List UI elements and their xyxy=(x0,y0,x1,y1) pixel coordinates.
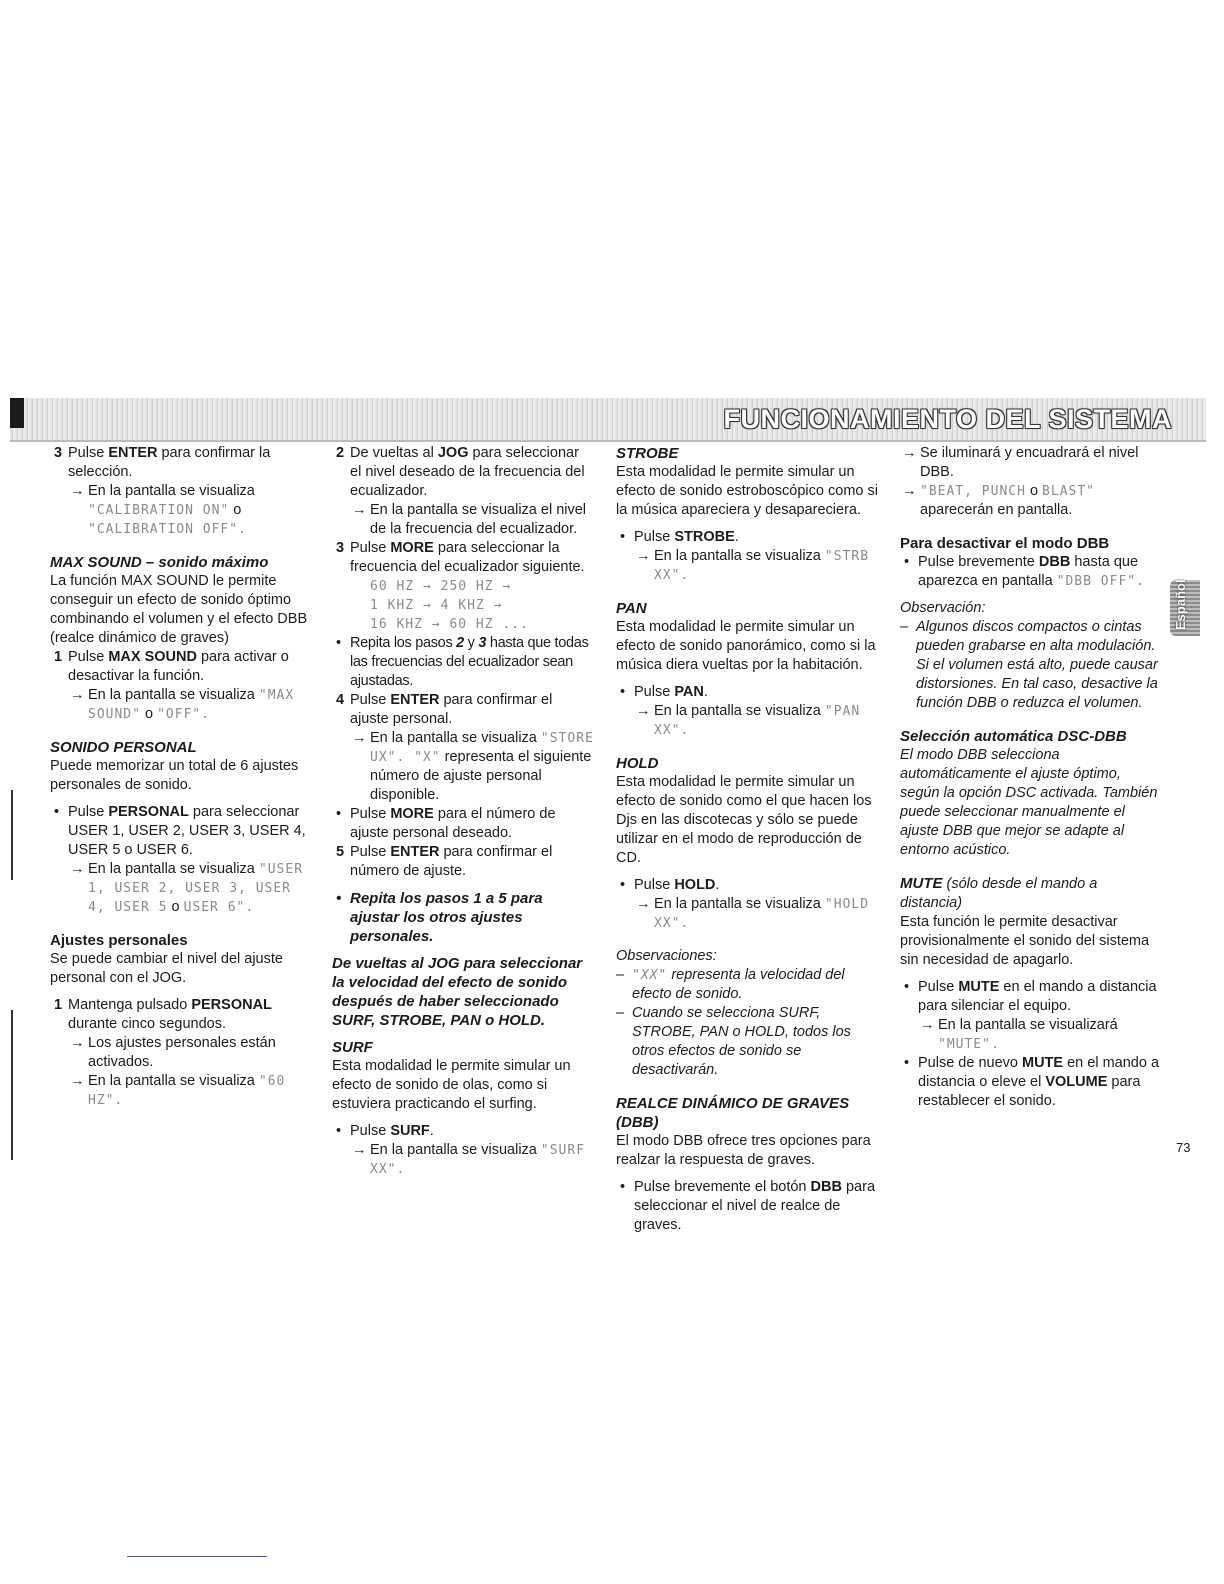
arrow-icon: → xyxy=(636,703,651,719)
result-line: → En la pantalla se visualiza el nivel de la frecuencia del ecualizador. xyxy=(352,502,587,537)
bullet-item: • Pulse brevemente el botón DBB para seleccionar el nivel de realce de graves. xyxy=(616,1178,878,1235)
arrow-icon: → xyxy=(352,1142,367,1158)
bullet-item: • Pulse MORE para el número de ajuste personal deseado. xyxy=(332,805,594,843)
margin-rule xyxy=(11,1010,13,1160)
paragraph: El modo DBB ofrece tres opciones para realzar la respuesta de graves. xyxy=(616,1133,871,1168)
result-line: → En la pantalla se visualiza "PAN XX". xyxy=(636,703,861,738)
paragraph: Esta función le permite desactivar provisionalmente el sonido del sistema sin necesidad de apagarlo. xyxy=(900,914,1150,968)
banner-notch xyxy=(10,398,24,428)
arrow-icon: → xyxy=(902,445,917,461)
frequency-line: 16 KHZ → 60 HZ ... xyxy=(370,617,529,632)
step-3: 3 Pulse ENTER para confirmar la selección. → En la pantalla se visualiza "CALIBRATION ON" o "CALIBRATION OFF". xyxy=(50,444,312,539)
paragraph: Esta modalidad le permite simular un efecto de sonido panorámico, como si la música diera vueltas por la habitación. xyxy=(616,619,876,673)
arrow-icon: → xyxy=(352,502,367,518)
result-line: → En la pantalla se visualiza "HOLD XX". xyxy=(636,896,870,931)
result-line: → En la pantalla se visualiza "60 HZ". xyxy=(70,1073,286,1108)
step-5: 5 Pulse ENTER para confirmar el número de ajuste. xyxy=(336,844,553,879)
bullet-item: • Repita los pasos 1 a 5 para ajustar los otros ajustes personales. xyxy=(332,889,594,946)
bullet-item: • Pulse HOLD. → En la pantalla se visualiza "HOLD XX". xyxy=(616,876,878,933)
bullet-item: • Pulse de nuevo MUTE en el mando a distancia o eleve el VOLUME para restablecer el sonido. xyxy=(900,1054,1162,1111)
arrow-icon: → xyxy=(636,896,651,912)
bullet-item: • Pulse SURF. → En la pantalla se visualiza "SURF XX". xyxy=(332,1122,594,1179)
paragraph: Esta modalidad le permite simular un efecto de sonido como el que hacen los Djs en las discotecas y sólo se puede utilizar en el modo de reproducción de CD. xyxy=(616,774,872,866)
heading-pan: PAN xyxy=(616,600,647,617)
bullet-item: • Repita los pasos 2 y 3 hasta que todas las frecuencias del ecualizador sean ajustadas. xyxy=(332,634,594,691)
note-item: – Cuando se selecciona SURF, STROBE, PAN o HOLD, todos los otros efectos de sonido se desactivarán. xyxy=(616,1004,878,1080)
result-line: → En la pantalla se visualiza "MAX SOUND" o "OFF". xyxy=(70,687,295,722)
result-line: → En la pantalla se visualizará "MUTE". xyxy=(920,1017,1118,1052)
arrow-icon: → xyxy=(70,1073,85,1089)
arrow-icon: → xyxy=(70,1035,85,1051)
step-3: 3 Pulse MORE para seleccionar la frecuencia del ecualizador siguiente. xyxy=(336,540,585,575)
heading-dsc-dbb: Selección automática DSC-DBB xyxy=(900,728,1127,745)
arrow-icon: → xyxy=(636,548,651,564)
language-tab xyxy=(1170,580,1200,636)
frequency-line: 60 HZ → 250 HZ → xyxy=(370,579,512,594)
column-1 xyxy=(50,444,312,1110)
result-line: → En la pantalla se visualiza "STORE UX". "X" representa el siguiente número de ajuste personal disponible. xyxy=(352,730,594,803)
column-4 xyxy=(900,444,1162,1111)
note-item: – Algunos discos compactos o cintas pueden grabarse en alta modulación. Si el volumen está alto, puede causar distorsiones. En tal caso, desactive la función DBB o reduzca el volumen. xyxy=(900,618,1162,713)
paragraph: Esta modalidad le permite simular un efecto de sonido de olas, como si estuviera practicando el surfing. xyxy=(332,1058,571,1112)
paragraph: Esta modalidad le permite simular un efecto de sonido estroboscópico como si la música apareciera y desapareciera. xyxy=(616,464,878,518)
heading-surf: SURF xyxy=(332,1039,373,1056)
heading-mute: MUTE (sólo desde el mando a distancia) xyxy=(900,875,1098,911)
heading-ajustes-personales: Ajustes personales xyxy=(50,932,188,949)
heading-hold: HOLD xyxy=(616,755,659,772)
bullet-item: • Pulse brevemente DBB hasta que aparezca en pantalla "DBB OFF". xyxy=(900,553,1162,591)
result-line: → En la pantalla se visualiza "STRB XX". xyxy=(636,548,870,583)
heading-sonido-personal: SONIDO PERSONAL xyxy=(50,739,197,756)
step-4: 4 Pulse ENTER para confirmar el ajuste personal. → En la pantalla se visualiza "STORE UX". "X" representa el siguiente número de ajuste personal disponible. xyxy=(336,692,594,803)
heading-strobe: STROBE xyxy=(616,445,679,462)
result-line: → Se iluminará y encuadrará el nivel DBB. xyxy=(902,445,1139,480)
arrow-icon: → xyxy=(902,483,917,499)
bullet-item: • Pulse MUTE en el mando a distancia para silenciar el equipo. → En la pantalla se visualizará "MUTE". xyxy=(900,978,1162,1054)
paragraph: Se puede cambiar el nivel del ajuste personal con el JOG. xyxy=(50,951,283,986)
paragraph: El modo DBB selecciona automáticamente el ajuste óptimo, según la opción DSC activada. También puede seleccionar manualmente el ajuste DBB que mejor se adapte al entorno acústico. xyxy=(900,747,1158,858)
instruction-bold: De vueltas al JOG para seleccionar la velocidad del efecto de sonido después de haber seleccionado SURF, STROBE, PAN o HOLD. xyxy=(332,955,583,1029)
result-line: → En la pantalla se visualiza "USER 1, USER 2, USER 3, USER 4, USER 5 o USER 6". xyxy=(70,861,304,915)
note-item: – "XX" representa la velocidad del efecto de sonido. xyxy=(616,966,878,1004)
bullet-item: • Pulse PAN. → En la pantalla se visualiza "PAN XX". xyxy=(616,683,878,740)
observations-heading: Observaciones: xyxy=(616,948,717,964)
heading-max-sound: MAX SOUND – sonido máximo xyxy=(50,554,269,571)
result-line: → En la pantalla se visualiza "SURF XX". xyxy=(352,1142,586,1177)
heading-deactivate-dbb: Para desactivar el modo DBB xyxy=(900,535,1110,552)
step-1: 1 Mantenga pulsado PERSONAL durante cinco segundos. → Los ajustes personales están activados. → En la pantalla se visualiza "60 HZ". xyxy=(50,996,312,1110)
step-2: 2 De vueltas al JOG para seleccionar el nivel deseado de la frecuencia del ecualizador. → En la pantalla se visualiza el nivel de la frecuencia del ecualizador. xyxy=(332,444,594,539)
paragraph: La función MAX SOUND le permite conseguir un efecto de sonido óptimo combinando el volumen y el efecto DBB (realce dinámico de graves) xyxy=(50,573,308,646)
language-tab-label: Español xyxy=(1173,579,1188,630)
column-3 xyxy=(616,444,878,1235)
page-number: 73 xyxy=(1176,1140,1191,1155)
heading-dbb: REALCE DINÁMICO DE GRAVES (DBB) xyxy=(616,1095,850,1131)
arrow-icon: → xyxy=(70,861,85,877)
arrow-icon: → xyxy=(70,687,85,703)
frequency-line: 1 KHZ → 4 KHZ → xyxy=(370,598,503,613)
bullet-item: • Pulse STROBE. → En la pantalla se visualiza "STRB XX". xyxy=(616,528,878,585)
result-line: → Los ajustes personales están activados. xyxy=(70,1035,276,1070)
arrow-icon: → xyxy=(70,483,85,499)
paragraph: Puede memorizar un total de 6 ajustes personales de sonido. xyxy=(50,758,299,793)
result-line: → En la pantalla se visualiza "CALIBRATION ON" o "CALIBRATION OFF". xyxy=(70,483,255,537)
footnote-rule xyxy=(127,1556,267,1557)
arrow-icon: → xyxy=(920,1017,935,1033)
observation-heading: Observación: xyxy=(900,600,986,616)
step-1: 1 Pulse MAX SOUND para activar o desactivar la función. → En la pantalla se visualiza "MAX SOUND" o "OFF". xyxy=(50,648,312,724)
arrow-icon: → xyxy=(352,730,367,746)
column-2 xyxy=(332,444,594,1179)
section-title: FUNCIONAMIENTO DEL SISTEMA xyxy=(723,404,1172,434)
result-line: → "BEAT, PUNCH o BLAST" aparecerán en pantalla. xyxy=(902,483,1096,518)
margin-rule xyxy=(11,790,13,880)
bullet-item: • Pulse PERSONAL para seleccionar USER 1, USER 2, USER 3, USER 4, USER 5 o USER 6. → En la pantalla se visualiza "USER 1, USER 2, USER 3, USER 4, USER 5 o USER 6". xyxy=(50,803,312,917)
